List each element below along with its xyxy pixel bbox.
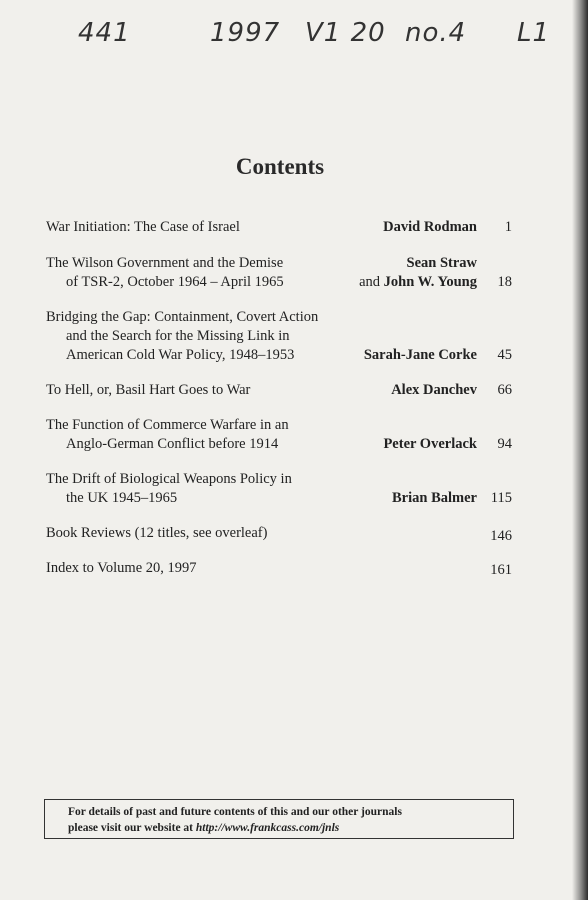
entry-author: Peter Overlack [383, 436, 477, 452]
handwritten-note: 441 [78, 18, 131, 48]
website-notice: For details of past and future contents of this and our other journals please visit our website at http://www.frankcass.com/jnls [44, 799, 514, 839]
entry-title: Book Reviews (12 titles, see overleaf) [46, 525, 268, 541]
handwritten-note: L1 [517, 18, 551, 48]
entry-author: Alex Danchev [391, 382, 477, 398]
entry-title: Bridging the Gap: Containment, Covert Action and the Search for the Missing Link in American Cold War Policy, 1948–1953 [46, 309, 319, 363]
handwritten-note: no.4 [405, 18, 467, 48]
entry-page: 45 [497, 347, 512, 363]
entry-title: War Initiation: The Case of Israel [46, 219, 240, 235]
entry-author: and John W. Young [359, 274, 477, 290]
page-title: Contents [235, 154, 325, 179]
entry-page: 66 [497, 382, 512, 398]
entry-author: Sarah-Jane Corke [363, 347, 477, 363]
entry-author: Sean Straw [406, 255, 477, 271]
entry-page: 18 [497, 274, 512, 290]
entry-author: Brian Balmer [392, 490, 477, 506]
handwritten-note: 1997 [210, 18, 281, 48]
entry-title: To Hell, or, Basil Hart Goes to War [46, 382, 251, 398]
website-link[interactable]: http://www.frankcass.com/jnls [195, 822, 340, 834]
entry-page: 1 [504, 219, 512, 235]
entry-title: Index to Volume 20, 1997 [46, 560, 197, 576]
entry-page: 115 [490, 490, 512, 506]
entry-title: The Wilson Government and the Demise of TSR-2, October 1964 – April 1965 [46, 255, 284, 290]
entry-page: 161 [490, 562, 512, 578]
entry-author: David Rodman [383, 219, 477, 235]
page-edge-shadow [572, 0, 588, 900]
entry-title: The Function of Commerce Warfare in an Anglo-German Conflict before 1914 [46, 417, 289, 452]
handwritten-note: V1 20 [305, 18, 386, 48]
entry-title: The Drift of Biological Weapons Policy in the UK 1945–1965 [46, 471, 292, 506]
entry-page: 94 [497, 436, 512, 452]
entry-page: 146 [490, 528, 512, 544]
